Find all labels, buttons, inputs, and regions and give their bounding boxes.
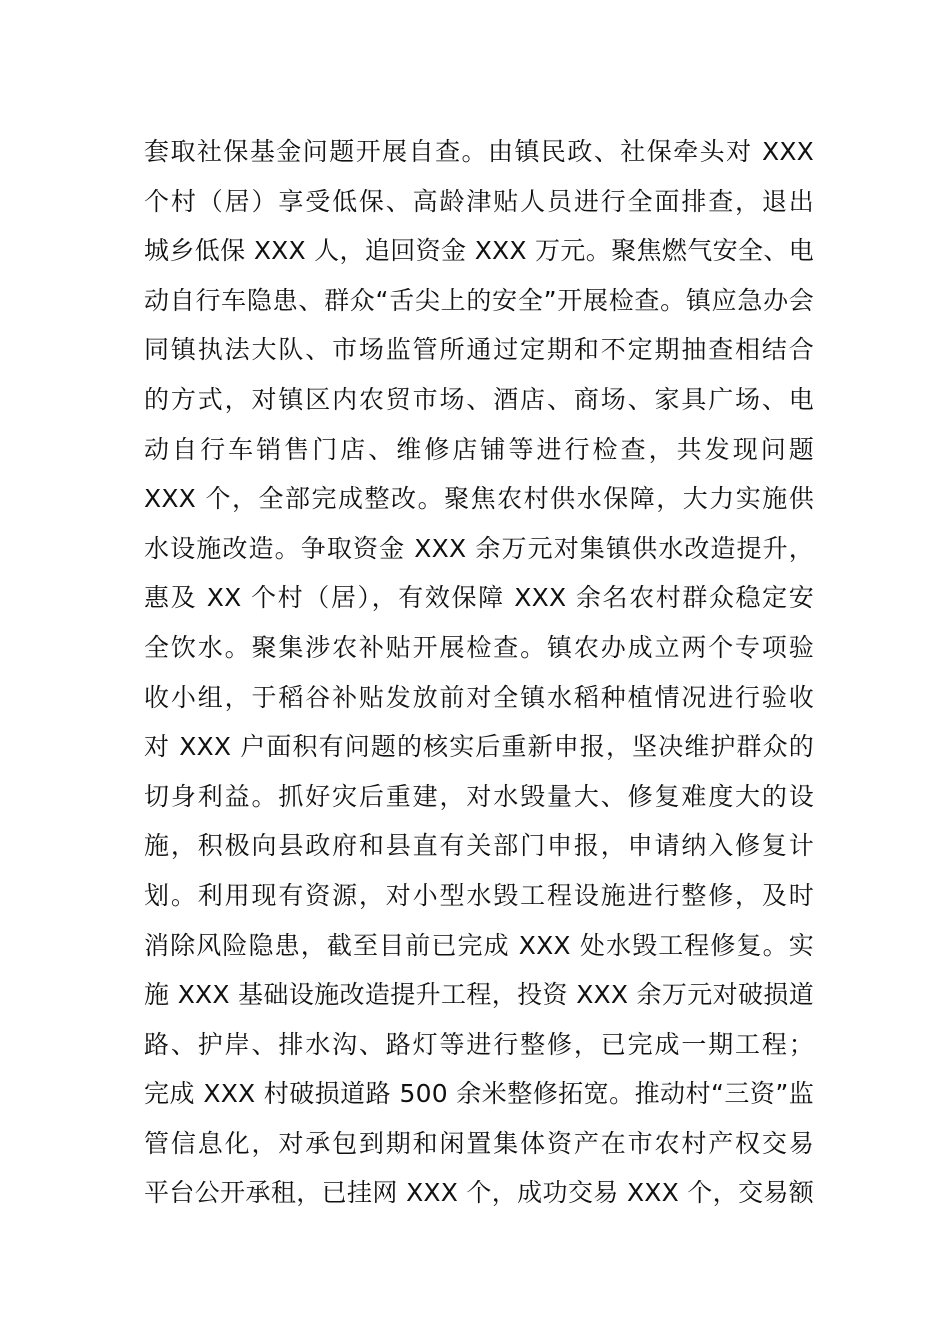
text-line: 全饮水。聚集涉农补贴开展检查。镇农办成立两个专项验: [144, 632, 814, 662]
text-line: 施 XXX 基础设施改造提升工程，投资 XXX 余万元对破损道: [144, 980, 814, 1010]
text-line: 对 XXX 户面积有问题的核实后重新申报，坚决维护群众的: [144, 732, 814, 762]
text-line: 施，积极向县政府和县直有关部门申报，申请纳入修复计: [144, 831, 814, 861]
text-line: XXX 个，全部完成整改。聚焦农村供水保障，大力实施供: [144, 484, 814, 514]
text-line: 动自行车销售门店、维修店铺等进行检查，共发现问题: [144, 434, 814, 464]
text-line: 惠及 XX 个村（居），有效保障 XXX 余名农村群众稳定安: [144, 583, 814, 613]
text-line: 套取社保基金问题开展自查。由镇民政、社保牵头对 XXX: [144, 137, 814, 166]
body-paragraph: [144, 127, 814, 1218]
text-line: 切身利益。抓好灾后重建，对水毁量大、修复难度大的设: [144, 781, 814, 811]
text-line: 完成 XXX 村破损道路 500 余米整修拓宽。推动村“三资”监: [144, 1079, 814, 1109]
text-line: 消除风险隐患，截至目前已完成 XXX 处水毁工程修复。实: [144, 930, 814, 960]
text-line: 路、护岸、排水沟、路灯等进行整修，已完成一期工程；: [144, 1029, 814, 1059]
text-line: 的方式，对镇区内农贸市场、酒店、商场、家具广场、电: [144, 384, 814, 414]
text-line: 收小组，于稻谷补贴发放前对全镇水稻种植情况进行验收: [144, 682, 814, 712]
text-line: 平台公开承租，已挂网 XXX 个，成功交易 XXX 个，交易额: [144, 1178, 814, 1208]
text-line: 动自行车隐患、群众“舌尖上的安全”开展检查。镇应急办会: [144, 285, 814, 315]
text-line: 同镇执法大队、市场监管所通过定期和不定期抽查相结合: [144, 335, 814, 365]
text-line: 划。利用现有资源，对小型水毁工程设施进行整修，及时: [144, 880, 814, 910]
text-line: 城乡低保 XXX 人，追回资金 XXX 万元。聚焦燃气安全、电: [144, 236, 814, 266]
text-line: 个村（居）享受低保、高龄津贴人员进行全面排查，退出: [144, 186, 814, 216]
text-line: 管信息化，对承包到期和闲置集体资产在市农村产权交易: [144, 1128, 814, 1158]
text-line: 水设施改造。争取资金 XXX 余万元对集镇供水改造提升，: [144, 533, 814, 563]
